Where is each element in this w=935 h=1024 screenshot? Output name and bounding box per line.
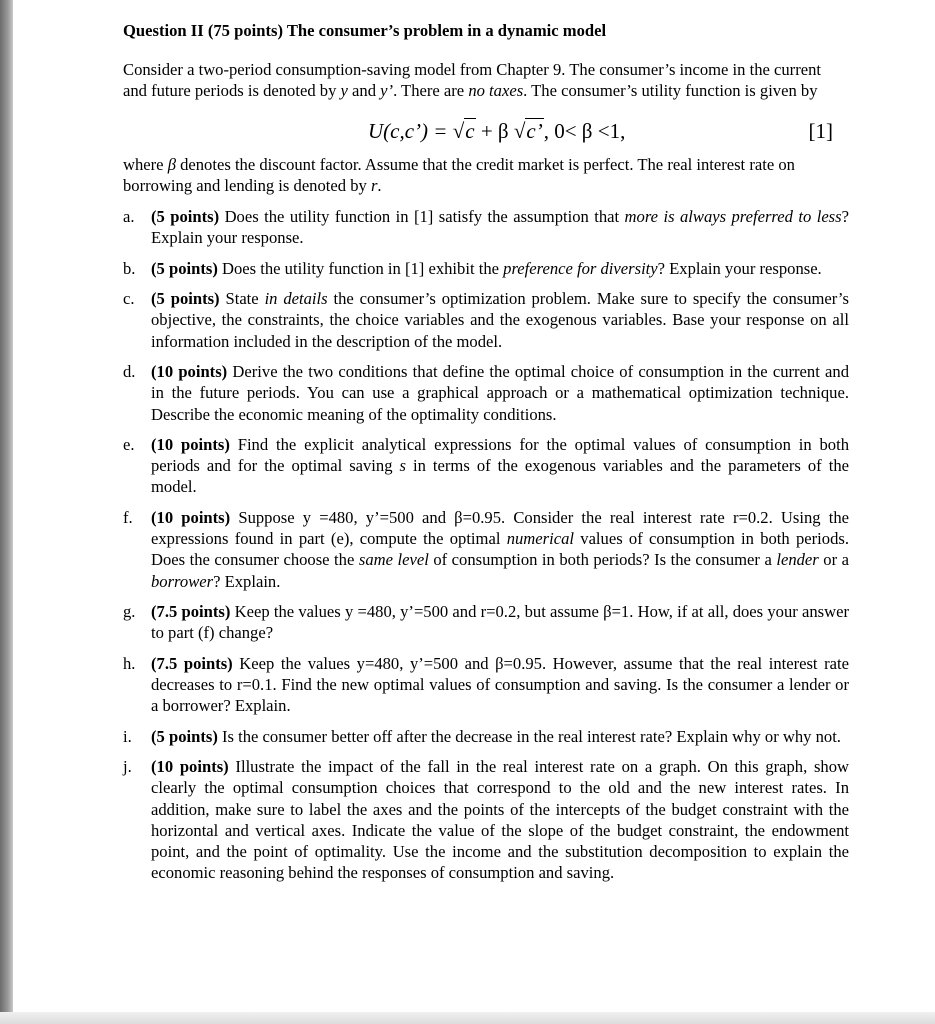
list-item: c. (5 points) State in details the consumer’s optimization problem. Make sure to specify the consumer’s objective, the constraints, the choice variables and the exogenous variables. Base your response on all information included in the description of the model. xyxy=(123,289,849,351)
list-item: i. (5 points) Is the consumer better off after the decrease in the real interest rate? Explain why or why not. xyxy=(123,726,841,746)
viewer-left-edge xyxy=(0,0,13,1024)
list-item: b. (5 points) Does the utility function in [1] exhibit the preference for diversity? Explain your response. xyxy=(123,258,822,278)
viewer-bottom-edge xyxy=(0,1012,935,1024)
sqrt-c: √c xyxy=(452,118,475,143)
list-item: g. (7.5 points) Keep the values y =480, y’=500 and r=0.2, but assume β=1. How, if at all, does your answer to part (f) change? xyxy=(123,602,849,643)
list-item: e. (10 points) Find the explicit analytical expressions for the optimal values of consumption in both periods and for the optimal saving s in terms of the exogenous variables and the parameters of the model. xyxy=(123,435,849,497)
utility-formula: U(c,c’) = √c + β √c’, 0< β <1, xyxy=(368,112,625,150)
question-title: Question II (75 points) The consumer’s problem in a dynamic model xyxy=(123,21,607,40)
utility-equation xyxy=(123,112,849,150)
list-item: d. (10 points) Derive the two conditions that define the optimal choice of consumption in the current and in the future periods. You can use a graphical approach or a mathematical optimization technique. Describe the economic meaning of the optimality conditions. xyxy=(123,362,849,424)
list-item: h. (7.5 points) Keep the values y=480, y’=500 and β=0.95. However, assume that the real interest rate decreases to r=0.1. Find the new optimal values of consumption and saving. Is the consumer a lender or a borrower? Explain. xyxy=(123,653,849,716)
list-item: j. (10 points) Illustrate the impact of the fall in the real interest rate on a graph. On this graph, show clearly the optimal consumption choices that correspond to the old and the new interest rates. In addition, make sure to label the axes and the points of the intercepts of the budget constraint with the horizontal and vertical axes. Indicate the value of the slope of the budget constraint, the endowment point, and the point of optimality. Use the income and the substitution decomposition to explain the economic reasoning behind the responses of consumption and saving. xyxy=(123,757,849,883)
intro-paragraph: Consider a two-period consumption-saving model from Chapter 9. The consumer’s income in the current and future periods is denoted by y and y’. There are no taxes. The consumer’s utility function is given by xyxy=(123,60,822,101)
equation-number: [1] xyxy=(808,118,833,143)
sqrt-c-prime: √c’ xyxy=(513,118,543,143)
list-item: a. (5 points) Does the utility function in [1] satisfy the assumption that more is always preferred to less? Explain your response. xyxy=(123,207,849,248)
list-item: f. (10 points) Suppose y =480, y’=500 and β=0.95. Consider the real interest rate r=0.2. Using the expressions found in part (e), compute the optimal numerical values of consumption in both periods. Does the consumer choose the same level of consumption in both periods? Is the consumer a lender or a borrower? Explain. xyxy=(123,507,849,591)
discount-paragraph: where β denotes the discount factor. Assume that the credit market is perfect. The real interest rate on borrowing and lending is denoted by r. xyxy=(123,154,795,195)
document-page xyxy=(123,20,849,893)
sub-question-list xyxy=(123,206,849,883)
